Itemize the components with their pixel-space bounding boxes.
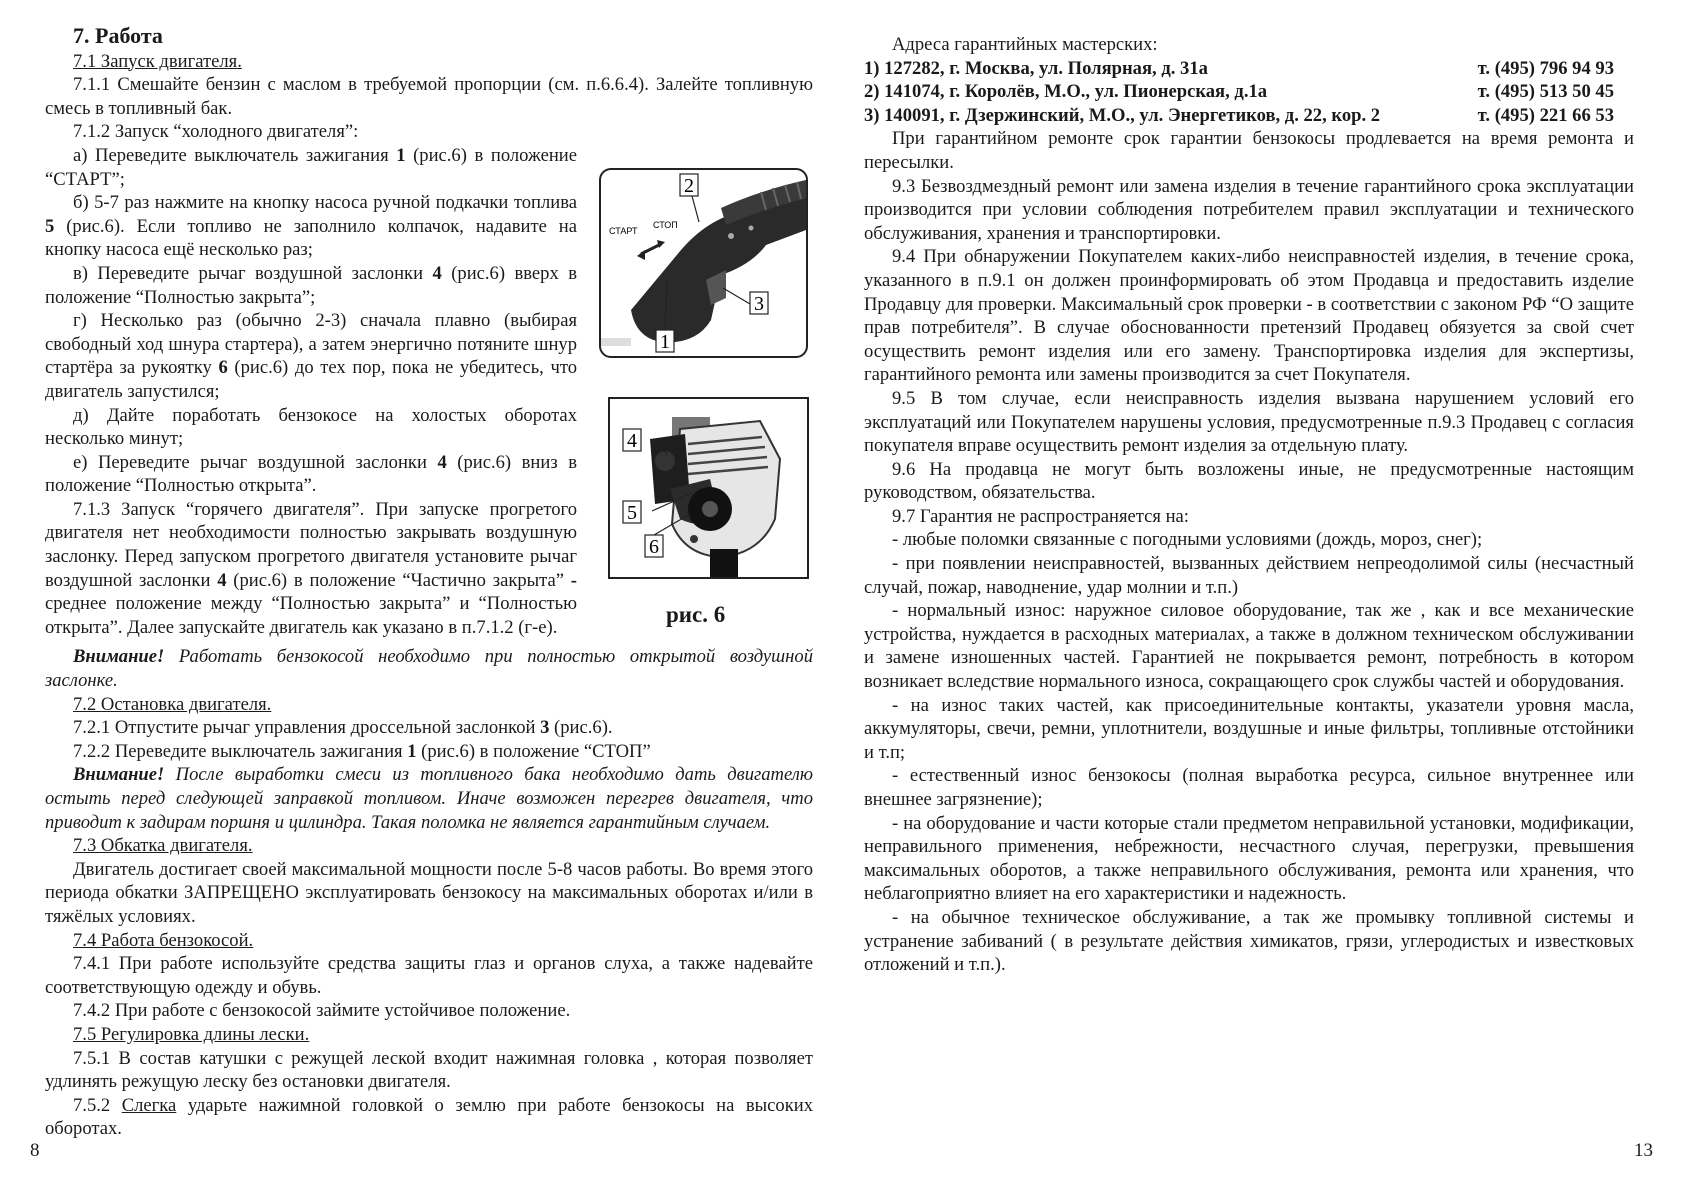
engine-illustration [610,399,807,577]
step-b: б) 5-7 раз нажмите на кнопку насоса ручной подкачки топлива 5 (рис.6). Если топливо не заполнило колпачок, надавите на кнопку насоса ещё несколько раз; [45,192,577,261]
heading-7-3: 7.3 Обкатка двигателя. [73,835,253,857]
para-9-5: 9.5 В том случае, если неисправность изделия вызвана нарушением условий его эксплуатаций или Покупателем нарушены условия, предусмотренные п.9.3 Продавец с согласия покупателя вправе осуществить ремонт изделия за отдельную плату. [864,387,1634,457]
step-d: д) Дайте поработать бензокосе на холостых оборотах несколько минут; [45,404,577,450]
para-7-2-1: 7.2.1 Отпустите рычаг управления дроссельной заслонкой 3 (рис.6). [73,717,613,739]
callout-2: 2 [684,175,694,197]
para-7-2-2: 7.2.2 Переведите выключатель зажигания 1 (рис.6) в положение “СТОП” [73,740,651,762]
address-row: 3) 140091, г. Дзержинский, М.О., ул. Энергетиков, д. 22, кор. 2 т. (495) 221 66 53 [864,104,1614,126]
para-7-5-2: 7.5.2 Слегка ударьте нажимной головкой о землю при работе бензокосы на высоких оборотах. [45,1094,813,1140]
list-item: - естественный износ бензокосы (полная выработка ресурса, сильное внутреннее или внешнее загрязнение); [864,765,1634,810]
address-row: 1) 127282, г. Москва, ул. Полярная, д. 31а т. (495) 796 94 93 [864,57,1614,79]
heading-7-4: 7.4 Работа бензокосой. [73,929,254,951]
step-g: г) Несколько раз (обычно 2-3) сначала плавно (выбирая свободный ход шнура стартера), а затем энергично потяните шнур стартёра за рукоятку 6 (рис.6) до тех пор, пока не убедитесь, что двигатель запустился; [45,310,577,402]
para-7-1-1: 7.1.1 Смешайте бензин с маслом в требуемой пропорции (см. п.6.6.4). Залейте топливную смесь в топливный бак. [45,74,813,119]
para-repair: При гарантийном ремонте срок гарантии бензокосы продлевается на время ремонта и пересылки. [864,128,1634,173]
right-page [864,33,1634,977]
para-7-3: Двигатель достигает своей максимальной мощности после 5-8 часов работы. Во время этого периода обкатки ЗАПРЕЩЕНО эксплуатировать бензокосу на максимальных оборотах и/или в тяжёлых условиях. [45,858,813,927]
figure-caption: рис. 6 [666,602,726,627]
list-item: - на износ таких частей, как присоединительные контакты, указатели уровня масла, аккумуляторы, свечи, ремни, уплотнители, воздушные и иные фильтры, топливные отстойники и т.п; [864,694,1634,763]
figure-handle [599,168,808,358]
callout-5: 5 [627,502,637,524]
stop-label: СТОП [653,220,678,230]
para-9-3: 9.3 Безвоздмездный ремонт или замена изделия в течение гарантийного срока эксплуатации производится при условии соблюдения потребителем правил эксплуатации и технического обслуживания, хранения и транспортировки. [864,175,1634,244]
step-e: е) Переведите рычаг воздушной заслонки 4 (рис.6) вниз в положение “Полностью открыта”. [45,451,577,497]
para-7-5-1: 7.5.1 В состав катушки с режущей леской входит нажимная головка , которая позволяет удлинять режущую леску без остановки двигателя. [45,1047,813,1093]
figure-engine [608,397,809,579]
heading-7-5: 7.5 Регулировка длины лески. [73,1023,310,1045]
list-item: - на обычное техническое обслуживание, а так же промывку топливной системы и устранение забиваний ( в результате действия химикатов, грязи, углеродистых и известковых отложений и т.п.). [864,906,1634,976]
callout-3: 3 [754,293,764,315]
address-row: 2) 141074, г. Королёв, М.О., ул. Пионерская, д.1а т. (495) 513 50 45 [864,81,1614,103]
list-item: - при появлении неисправностей, вызванных действием непреодолимой силы (несчастный случай, пожар, наводнение, удар молнии и т.п.) [864,553,1634,598]
addresses-title: Адреса гарантийных мастерских: [892,34,1158,55]
step-v: в) Переведите рычаг воздушной заслонки 4 (рис.6) вверх в положение “Полностью закрыта”; [45,262,577,308]
warning-2: Внимание! После выработки смеси из топливного бака необходимо дать двигателю остыть перед следующей заправкой топливом. Иначе возможен перегрев двигателя, что приводит к задирам поршня и цилиндра. Такая поломка не является гарантийным случаем. [45,764,813,833]
page-number-left: 8 [30,1140,40,1161]
para-9-4: 9.4 При обнаружении Покупателем каких-либо неисправностей изделия, в течение срока, указанного в п.9.1 он должен проинформировать об этом Продавца и предоставить изделие Продавцу для проверки. Максимальный срок проверки - в соответствии с законом РФ “О защите прав потребителя”. В случае обоснованности претензий Продавец обязуется за свой счет осуществить ремонт изделия или его замену. Транспортировка изделия для экспертизы, гарантийного ремонта или замены производится за счет Покупателя. [864,246,1634,386]
callout-6: 6 [649,536,659,558]
para-7-1-2: 7.1.2 Запуск “холодного двигателя”: [73,121,359,143]
step-a: а) Переведите выключатель зажигания 1 (рис.6) в положение “СТАРТ”; [45,144,577,190]
heading-7-2: 7.2 Остановка двигателя. [73,693,272,715]
start-label: СТАРТ [609,226,638,236]
para-9-6: 9.6 На продавца не могут быть возложены иные, не предусмотренные настоящим руководством, обязательства. [864,458,1634,504]
para-9-7: 9.7 Гарантия не распространяется на: [892,505,1189,527]
callout-4: 4 [627,430,637,452]
para-7-4-2: 7.4.2 При работе с бензокосой займите устойчивое положение. [73,1000,571,1022]
heading-7-1: 7.1 Запуск двигателя. [73,50,242,72]
page-number-right: 13 [1634,1140,1653,1161]
list-item: - любые поломки связанные с погодными условиями (дождь, мороз, снег); [892,529,1483,551]
list-item: - нормальный износ: наружное силовое оборудование, так же , как и все механические устройства, нуждается в расходных материалах, а также в должном техническом обслуживании и замене изношенных частей. Гарантией не покрывается ремонт, потребность в котором возникает вследствие нормального износа, сокращающего срок службы частей и оборудования. [864,600,1634,693]
section-title: 7. Работа [73,23,163,48]
para-7-4-1: 7.4.1 При работе используйте средства защиты глаз и органов слуха, а также надевайте соответствующую одежду и обувь. [45,953,813,998]
handle-illustration [601,170,806,356]
warning-1: Внимание! Работать бензокосой необходимо при полностью открытой воздушной заслонке. [45,646,813,692]
list-item: - на оборудование и части которые стали предметом неправильной установки, модификации, неправильного применения, небрежности, несчастного случая, перегрузки, превышения максимальных оборотов, а также неправильного обслуживания, ремонта или хранения, что неблагоприятно влияет на его характеристики и надежность. [864,812,1634,905]
para-7-1-3: 7.1.3 Запуск “горячего двигателя”. При запуске прогретого двигателя нет необходимости полностью закрывать воздушную заслонку. Перед запуском прогретого двигателя установите рычаг воздушной заслонки 4 (рис.6) в положение “Частично закрыта” - среднее положение между “Полностью закрыта” и “Полностью открыта”. Далее запускайте двигатель как указано в п.7.1.2 (г-е). [45,498,577,638]
callout-1: 1 [660,331,670,353]
